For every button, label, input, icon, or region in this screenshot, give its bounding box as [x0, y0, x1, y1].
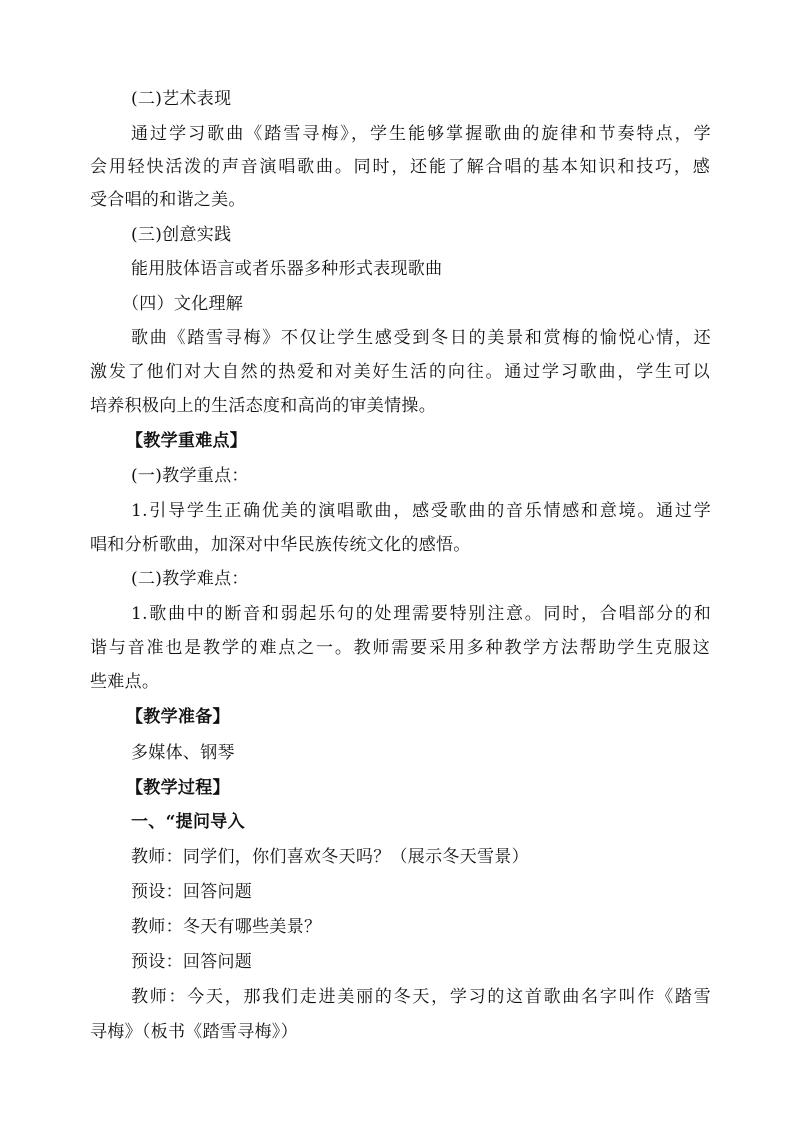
dialogue-line: 教师：冬天有哪些美景？	[131, 917, 322, 937]
heading-teaching-process: 【教学过程】	[126, 778, 230, 798]
paragraph-line: 通过学习歌曲《踏雪寻梅》，学生能够掌握歌曲的旋律和节奏特点，学	[131, 124, 711, 144]
subheading-question-intro: 一、“提问导入	[131, 812, 245, 832]
section-heading-art-expression: (二)艺术表现	[131, 89, 232, 109]
dialogue-line: 教师：同学们，你们喜欢冬天吗？（展示冬天雪景）	[131, 847, 529, 867]
heading-teaching-key-points: 【教学重难点】	[126, 431, 248, 451]
paragraph-line: 受合唱的和谐之美。	[90, 190, 246, 210]
paragraph-line: 激发了他们对大自然的热爱和对美好生活的向往。通过学习歌曲，学生可以	[90, 362, 710, 382]
section-heading-creative-practice: (三)创意实践	[131, 225, 232, 245]
heading-teaching-preparation: 【教学准备】	[126, 707, 230, 727]
dialogue-line: 寻梅》（板书《踏雪寻梅》）	[90, 1022, 298, 1042]
dialogue-line: 预设：回答问题	[131, 952, 253, 972]
paragraph-line: 培养积极向上的生活态度和高尚的审美情操。	[90, 396, 436, 416]
paragraph-line: 谐与音准也是教学的难点之一。教师需要采用多种教学方法帮助学生克服这	[90, 638, 710, 658]
dialogue-line: 预设：回答问题	[131, 882, 253, 902]
paragraph-line: 能用肢体语言或者乐器多种形式表现歌曲	[131, 259, 443, 279]
subheading-key-point: (一)教学重点：	[131, 466, 249, 486]
paragraph-line: 歌曲《踏雪寻梅》不仅让学生感受到冬日的美景和赏梅的愉悦心情，还	[131, 328, 711, 348]
paragraph-line: 会用轻快活泼的声音演唱歌曲。同时，还能了解合唱的基本知识和技巧，感	[90, 157, 710, 177]
paragraph-line: 些难点。	[90, 672, 160, 692]
dialogue-line: 教师：今天，那我们走进美丽的冬天，学习的这首歌曲名字叫作《踏雪	[131, 987, 711, 1007]
paragraph-line: 多媒体、钢琴	[131, 743, 235, 763]
paragraph-line: 1.引导学生正确优美的演唱歌曲，感受歌曲的音乐情感和意境。通过学	[131, 501, 711, 521]
paragraph-line: 唱和分析歌曲，加深对中华民族传统文化的感悟。	[90, 535, 471, 555]
subheading-difficult-point: (二)教学难点：	[131, 569, 249, 589]
paragraph-line: 1.歌曲中的断音和弱起乐句的处理需要特别注意。同时，合唱部分的和	[131, 604, 711, 624]
section-heading-cultural-understanding: （四）文化理解	[122, 294, 244, 314]
